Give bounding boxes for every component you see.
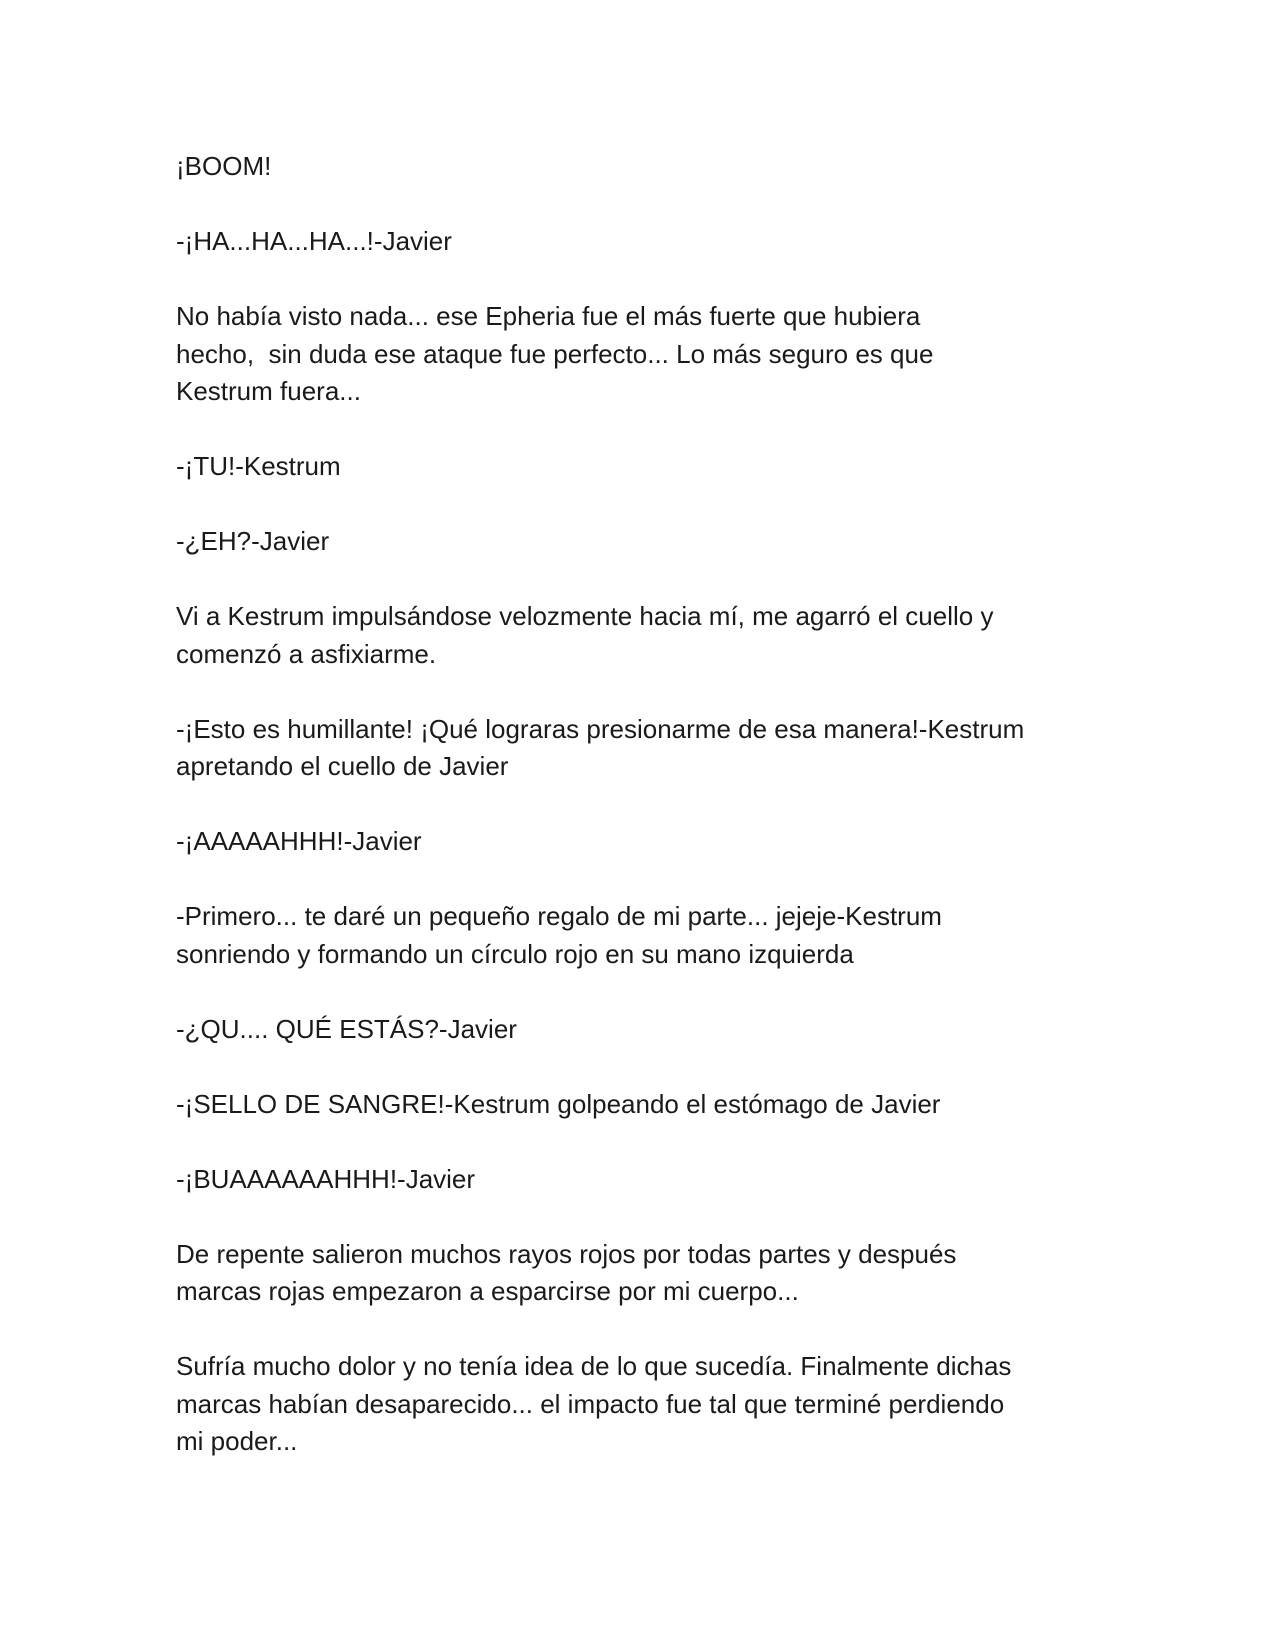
- text-line: ¡BOOM!: [176, 151, 272, 181]
- dialogue-kestrum-sello: [176, 1086, 1106, 1124]
- paragraph-narration-rayos: [176, 1236, 1106, 1311]
- document-body: [176, 148, 1106, 1498]
- text-line: marcas habían desaparecido... el impacto fue tal que terminé perdiendo: [176, 1388, 1005, 1419]
- text-line: marcas rojas empezaron a esparcirse por mi cuerpo...: [176, 1276, 799, 1306]
- text-line: -Primero... te daré un pequeño regalo de mi parte... jejeje-Kestrum: [176, 901, 942, 931]
- text-line: Vi a Kestrum impulsándose velozmente hacia mí, me agarró el cuello y: [176, 601, 994, 631]
- dialogue-javier-que-estas: [176, 1011, 1106, 1049]
- dialogue-kestrum-regalo: [176, 898, 1106, 973]
- paragraph-narration-asfixia: [176, 598, 1106, 673]
- text-line: Sufría mucho dolor y no tenía idea de lo que sucedía. Finalmente dichas: [176, 1351, 1012, 1381]
- text-line: -¡HA...HA...HA...!-Javier: [176, 226, 452, 256]
- paragraph-boom: [176, 148, 1106, 186]
- text-line: -¡AAAAAHHH!-Javier: [176, 826, 422, 856]
- text-line: -¡BUAAAAAAHHH!-Javier: [176, 1163, 476, 1194]
- text-line: -¿QU.... QUÉ ESTÁS?-Javier: [176, 1013, 517, 1044]
- dialogue-kestrum-humillante: [176, 711, 1106, 786]
- paragraph-narration-dolor: [176, 1348, 1106, 1461]
- dialogue-javier-laugh: [176, 223, 1106, 261]
- dialogue-javier-eh: [176, 523, 1106, 561]
- text-line: apretando el cuello de Javier: [176, 751, 509, 781]
- dialogue-javier-scream: [176, 823, 1106, 861]
- dialogue-javier-bua: [176, 1161, 1106, 1199]
- text-line: -¡TU!-Kestrum: [176, 451, 341, 481]
- text-line: -¡SELLO DE SANGRE!-Kestrum golpeando el estómago de Javier: [176, 1088, 941, 1119]
- text-line: -¿EH?-Javier: [176, 526, 330, 556]
- text-line: No había visto nada... ese Epheria fue el más fuerte que hubiera: [176, 301, 921, 331]
- text-line: De repente salieron muchos rayos rojos por todas partes y después: [176, 1238, 957, 1269]
- text-line: hecho, sin duda ese ataque fue perfecto... Lo más seguro es que: [176, 338, 934, 369]
- paragraph-narration-epheria: [176, 298, 1106, 411]
- text-line: mi poder...: [176, 1426, 298, 1456]
- text-line: sonriendo y formando un círculo rojo en su mano izquierda: [176, 938, 854, 969]
- text-line: Kestrum fuera...: [176, 376, 361, 406]
- text-line: comenzó a asfixiarme.: [176, 638, 437, 669]
- text-line: -¡Esto es humillante! ¡Qué lograras presionarme de esa manera!-Kestrum: [176, 713, 1025, 744]
- dialogue-kestrum-tu: [176, 448, 1106, 486]
